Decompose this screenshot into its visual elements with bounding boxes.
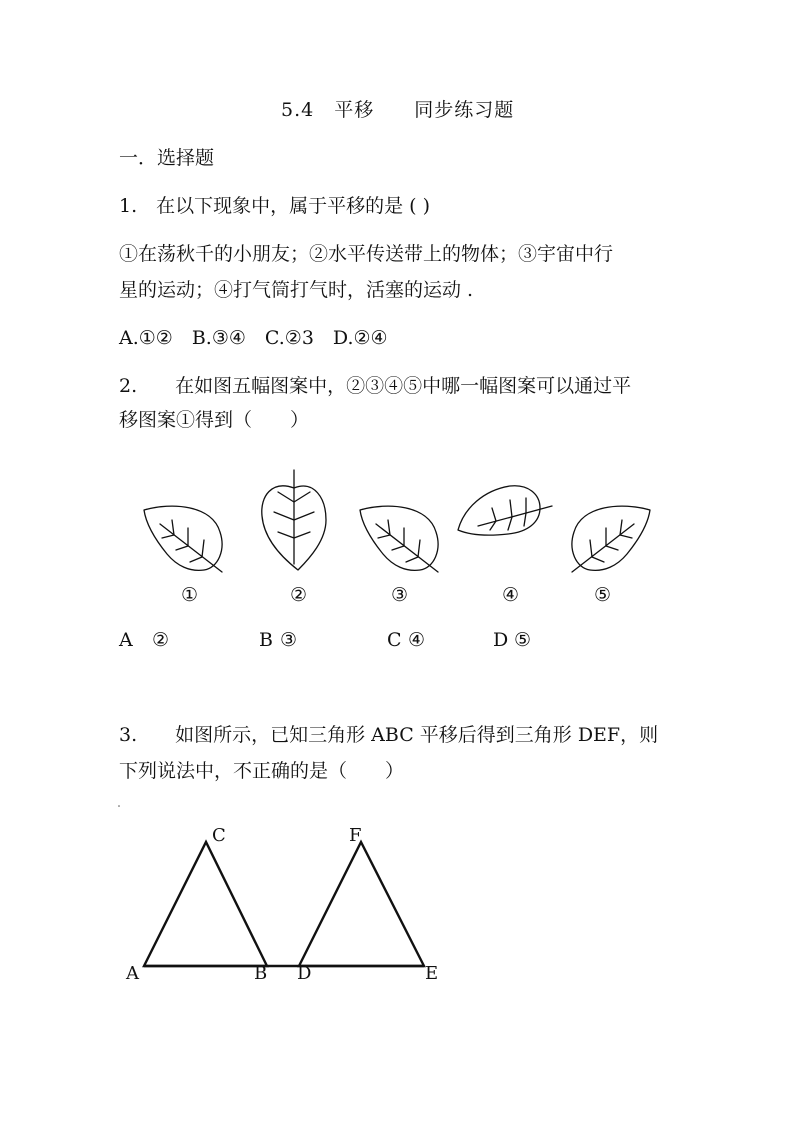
q2-option-c-letter: C bbox=[387, 629, 402, 651]
vertex-label-c: C bbox=[212, 825, 226, 846]
q2-text-line2: 移图案①得到（ ） bbox=[119, 409, 310, 431]
figure-label-2: ② bbox=[290, 584, 308, 606]
q1-text-line1: ①在荡秋千的小朋友；②水平传送带上的物体；③宇宙中行 bbox=[119, 243, 614, 265]
page-title: 5.4 平移 同步练习题 bbox=[281, 99, 515, 121]
vertex-label-b: B bbox=[254, 963, 268, 984]
q2-option-a-value: ② bbox=[152, 629, 170, 651]
section-heading: 一．选择题 bbox=[119, 147, 215, 169]
q3-text-line2: 下列说法中，不正确的是（ ） bbox=[119, 760, 405, 782]
q2-option-c-value: ④ bbox=[408, 629, 426, 651]
figure-label-5: ⑤ bbox=[594, 584, 612, 606]
q1-options: A.①② B.③④ C.②3 D.②④ bbox=[119, 327, 388, 349]
vertex-label-f: F bbox=[349, 825, 362, 846]
q2-text-line1: 2. 在如图五幅图案中，②③④⑤中哪一幅图案可以通过平 bbox=[119, 375, 632, 397]
vertex-label-e: E bbox=[425, 963, 439, 984]
figure-label-4: ④ bbox=[502, 584, 520, 606]
q1-text-line2: 星的运动；④打气筒打气时，活塞的运动 . bbox=[119, 279, 474, 301]
leaf-figure-4 bbox=[458, 486, 552, 535]
q2-option-d-value: ⑤ bbox=[514, 629, 532, 651]
triangle-figure bbox=[144, 842, 424, 966]
triangle-abc bbox=[144, 842, 267, 966]
triangle-def bbox=[299, 842, 424, 966]
figure-label-3: ③ bbox=[391, 584, 409, 606]
figure-label-1: ① bbox=[181, 584, 199, 606]
leaf-figure-2 bbox=[262, 470, 326, 570]
leaf-figure-1 bbox=[144, 506, 222, 572]
q3-text-line1: 3. 如图所示，已知三角形 ABC 平移后得到三角形 DEF，则 bbox=[119, 724, 659, 746]
q1-stem: 1. 在以下现象中，属于平移的是 ( ) bbox=[119, 195, 431, 217]
stray-dot bbox=[118, 805, 120, 807]
vertex-label-a: A bbox=[126, 963, 139, 984]
q2-option-d-letter: D bbox=[493, 629, 509, 651]
q2-option-b-letter: B bbox=[259, 629, 273, 651]
q2-option-a-letter: A bbox=[119, 629, 133, 651]
leaf-figure-3 bbox=[360, 506, 438, 572]
vertex-label-d: D bbox=[297, 963, 312, 984]
leaf-figure-5 bbox=[572, 506, 650, 572]
q2-option-b-value: ③ bbox=[280, 629, 298, 651]
